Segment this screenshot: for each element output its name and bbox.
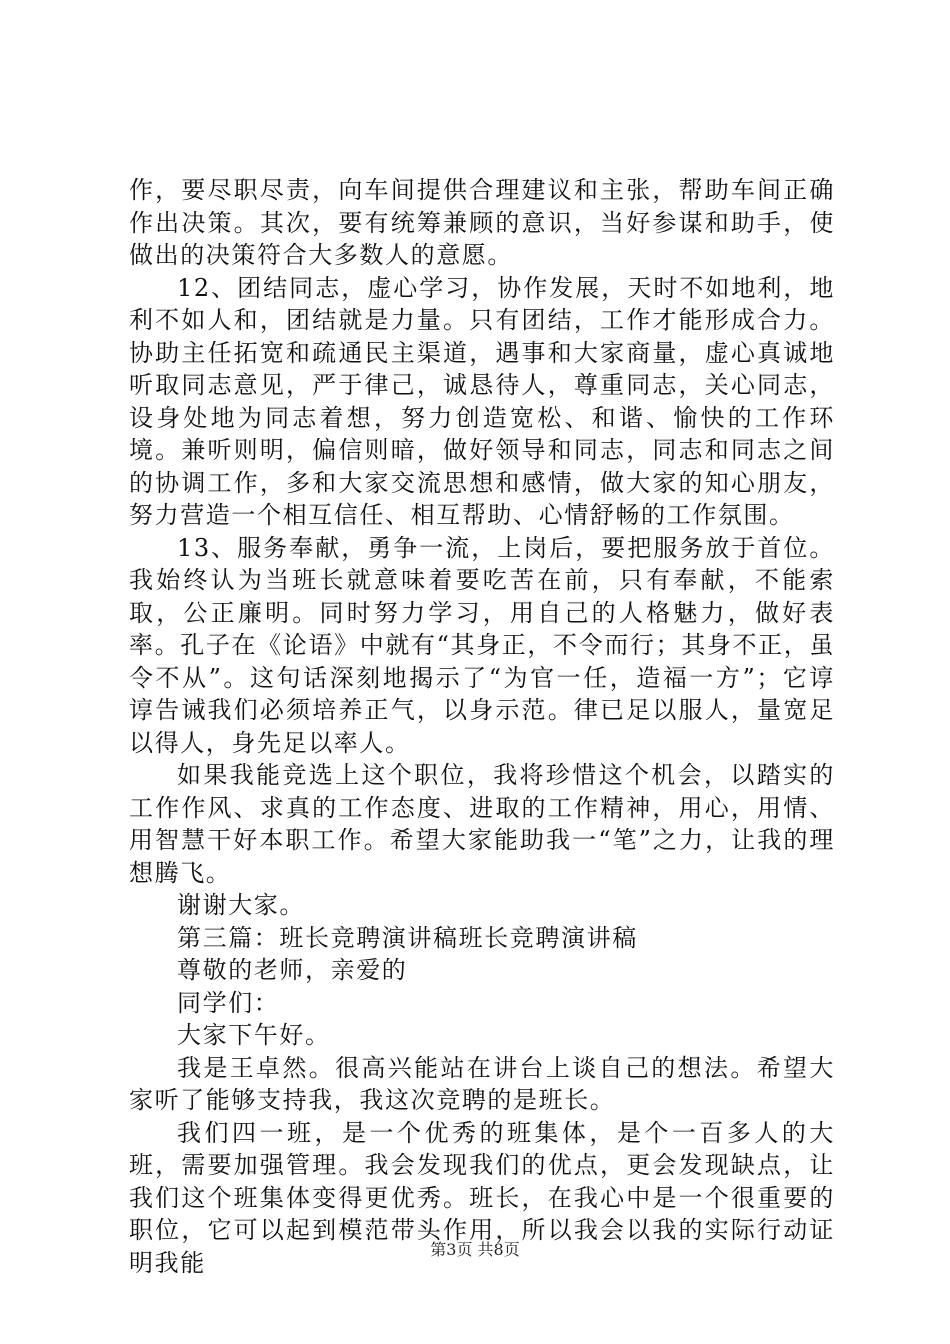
section-heading: 第三篇：班长竞聘演讲稿班长竞聘演讲稿	[177, 923, 638, 952]
paragraph-continuation: 作，要尽职尽责，向车间提供合理建议和主张，帮助车间正确作出决策。其次，要有统筹兼顾的意识，当好参谋和助手，使做出的决策符合大多数人的意愿。	[129, 176, 835, 269]
salutation-line-2: 同学们：	[177, 988, 280, 1017]
paragraph-item-13: 13、服务奉献，勇争一流，上岗后，要把服务放于首位。我始终认为当班长就意味着要吃苦在前，只有奉献，不能索取，公正廉明。同时努力学习，用自己的人格魅力，做好表率。孔子在《论语》中就有“其身正，不令而行；其身不正，虽令不从”。这句话深刻地揭示了“为官一任，造福一方”；它谆谆告诫我们必须培养正气，以身示范。律已足以服人，量宽足以得人，身先足以率人。	[129, 533, 835, 757]
paragraph-closing: 如果我能竞选上这个职位，我将珍惜这个机会，以踏实的工作作风、求真的工作态度、进取的工作精神，用心，用情、用智慧干好本职工作。希望大家能助我一“笔”之力，让我的理想腾飞。	[129, 761, 835, 887]
page-number-footer: 第3页 共8页	[430, 1240, 520, 1259]
greeting-line: 大家下午好。	[177, 1021, 331, 1049]
document-body	[129, 174, 835, 1279]
paragraph-intro: 我是王卓然。很高兴能站在讲台上谈自己的想法。希望大家听了能够支持我，我这次竞聘的是班长。	[129, 1053, 835, 1114]
salutation-line-1: 尊敬的老师，亲爱的	[177, 956, 408, 984]
paragraph-item-12: 12、团结同志，虚心学习，协作发展，天时不如地利，地利不如人和，团结就是力量。只有团结，工作才能形成合力。协助主任拓宽和疏通民主渠道，遇事和大家商量，虚心真诚地听取同志意见，严于律己，诚恳待人，尊重同志，关心同志，设身处地为同志着想，努力创造宽松、和谐、愉快的工作环境。兼听则明，偏信则暗，做好领导和同志，同志和同志之间的协调工作，多和大家交流思想和感情，做大家的知心朋友，努力营造一个相互信任、相互帮助、心情舒畅的工作氛围。	[129, 273, 835, 529]
paragraph-thanks: 谢谢大家。	[177, 891, 305, 919]
paragraph-class: 我们四一班，是一个优秀的班集体，是个一百多人的大班，需要加强管理。我会发现我们的优点，更会发现缺点，让我们这个班集体变得更优秀。班长，在我心中是一个很重要的职位，它可以起到模范带头作用，所以我会以我的实际行动证明我能	[129, 1118, 835, 1277]
